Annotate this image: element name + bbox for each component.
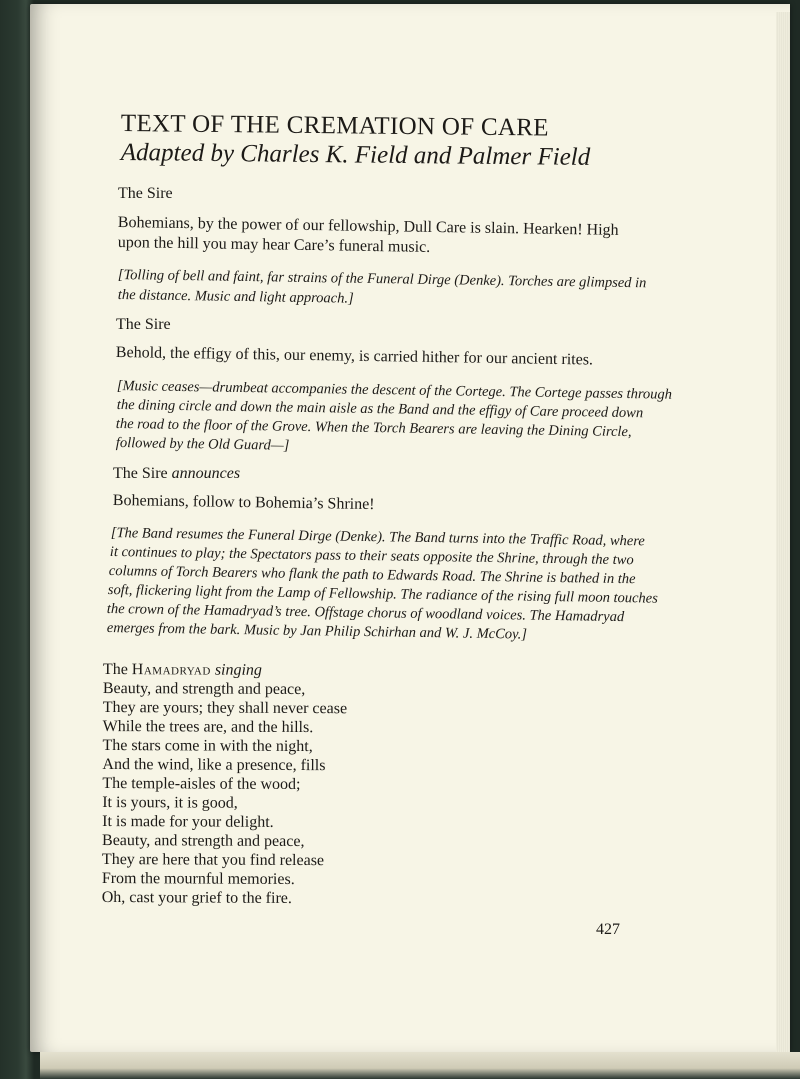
hamadryad-song bbox=[102, 660, 348, 908]
speaker-label: The Sire bbox=[116, 316, 171, 333]
stage-direction-line: [The Band resumes the Funeral Dirge (Denke). The Band turns into the Traffic Road, where bbox=[110, 524, 645, 550]
dialogue-line: Bohemians, by the power of our fellowship, Dull Care is slain. Hearken! High bbox=[117, 214, 619, 239]
stage-direction-line: the dining circle and down the main aisle as the Band and the effigy of Care proceed down bbox=[116, 396, 644, 422]
song-speaker-label bbox=[103, 660, 347, 680]
verse-line: The stars come in with the night, bbox=[102, 736, 313, 756]
verse-line: It is yours, it is good, bbox=[102, 793, 238, 812]
verse-line: Beauty, and strength and peace, bbox=[102, 679, 306, 699]
stage-direction-line: followed by the Old Guard—] bbox=[115, 434, 290, 454]
dialogue-line: Bohemians, follow to Bohemia’s Shrine! bbox=[112, 492, 375, 514]
page-edges bbox=[776, 12, 790, 1052]
stage-direction-line: [Tolling of bell and faint, far strains of the Funeral Dirge (Denke). Torches are glimpsed in bbox=[117, 266, 647, 292]
dialogue-line: Behold, the effigy of this, our enemy, is carried hither for our ancient rites. bbox=[115, 344, 594, 369]
stage-direction-line: columns of Torch Bearers who flank the path to Edwards Road. The Shrine is bathed in the bbox=[108, 562, 636, 588]
speaker-label bbox=[113, 465, 240, 483]
verse-line: And the wind, like a presence, fills bbox=[102, 755, 326, 775]
speaker-label: The Sire bbox=[118, 185, 173, 202]
song-speaker-prefix: The bbox=[102, 661, 132, 679]
dialogue-line: upon the hill you may hear Care’s funeral music. bbox=[117, 234, 431, 256]
stage-direction-line: the distance. Music and light approach.] bbox=[117, 286, 354, 307]
verse-line: They are yours; they shall never cease bbox=[102, 698, 348, 718]
stage-direction-line: emerges from the bark. Music by Jan Philip Schirhan and W. J. McCoy.] bbox=[106, 619, 528, 643]
song-speaker-note: singing bbox=[214, 661, 263, 679]
page-subtitle: Adapted by Charles K. Field and Palmer Field bbox=[120, 139, 591, 171]
speaker-note: announces bbox=[171, 465, 241, 482]
verse-line: From the mournful memories. bbox=[101, 869, 295, 889]
page-title: TEXT OF THE CREMATION OF CARE bbox=[120, 110, 549, 142]
verse-line: Oh, cast your grief to the fire. bbox=[101, 888, 292, 907]
speaker-name: The Sire bbox=[113, 465, 168, 482]
verse-line: While the trees are, and the hills. bbox=[102, 717, 314, 737]
stage-direction-line: the crown of the Hamadryad’s tree. Offstage chorus of woodland voices. The Hamadryad bbox=[106, 600, 625, 626]
verse-line: It is made for your delight. bbox=[102, 812, 274, 831]
stage-direction-line: it continues to play; the Spectators pass to their seats opposite the Shrine, through the two bbox=[109, 543, 634, 569]
stage-direction-line: [Music ceases—drumbeat accompanies the descent of the Cortege. The Cortege passes through bbox=[116, 377, 673, 403]
verse-line: Beauty, and strength and peace, bbox=[102, 831, 305, 851]
verse-line: The temple-aisles of the wood; bbox=[102, 774, 301, 794]
song-speaker-name: Hamadryad bbox=[131, 661, 211, 679]
stage-direction-line: soft, flickering light from the Lamp of Fellowship. The radiance of the rising full moon touches bbox=[107, 581, 658, 607]
stage-direction-line: the road to the floor of the Grove. When the Torch Bearers are leaving the Dining Circle, bbox=[115, 415, 632, 441]
page-number: 427 bbox=[596, 921, 620, 938]
book-bottom-edge bbox=[40, 1052, 800, 1079]
verse-line: They are here that you find release bbox=[101, 850, 325, 870]
